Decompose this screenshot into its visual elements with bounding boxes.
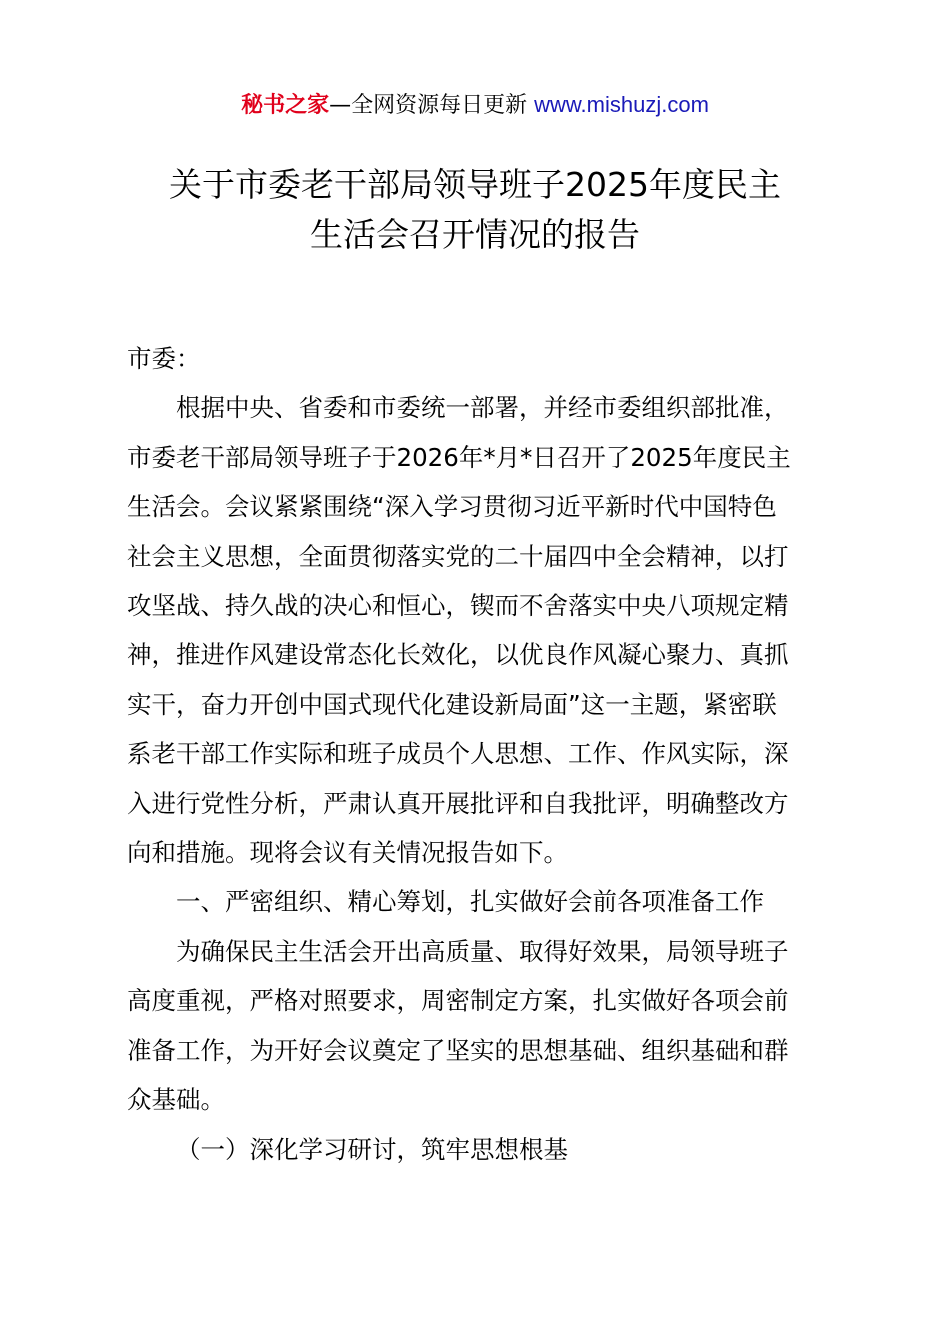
intro-line: 系老干部工作实际和班子成员个人思想、工作、作风实际，深 (127, 739, 789, 769)
document-body (127, 334, 833, 1174)
intro-line: 攻坚战、持久战的决心和恒心，锲而不舍落实中央八项规定精 (127, 591, 789, 621)
section-1-heading (127, 877, 833, 926)
section-1-line: 高度重视，严格对照要求，周密制定方案，扎实做好各项会前 (127, 986, 789, 1016)
section-1-line: 为确保民主生活会开出高质量、取得好效果，局领导班子 (176, 936, 789, 966)
intro-line: 向和措施。现将会议有关情况报告如下。 (127, 838, 568, 868)
document-title (100, 160, 850, 260)
intro-line: 市委老干部局领导班子于2026年*月*日召开了2025年度民主 (127, 442, 791, 472)
brand-name: 秘书之家 (241, 93, 330, 118)
title-line-1: 关于市委老干部局领导班子2025年度民主 (169, 165, 781, 204)
subsection-heading-text: （一）深化学习研讨，筑牢思想根基 (176, 1134, 568, 1164)
intro-line: 入进行党性分析，严肃认真开展批评和自我批评，明确整改方 (127, 788, 789, 818)
salutation (127, 334, 833, 383)
banner-tagline: —全网资源每日更新 (329, 93, 528, 118)
subsection-1-heading (127, 1125, 833, 1174)
intro-line: 根据中央、省委和市委统一部署，并经市委组织部批准， (176, 393, 789, 423)
intro-line: 生活会。会议紧紧围绕“深入学习贯彻习近平新时代中国特色 (127, 492, 777, 522)
section-1-line: 众基础。 (127, 1085, 225, 1115)
intro-line: 社会主义思想，全面贯彻落实党的二十届四中全会精神，以打 (127, 541, 789, 571)
title-line-2: 生活会召开情况的报告 (310, 215, 640, 254)
section-1-paragraph (127, 927, 833, 1125)
intro-line: 神，推进作风建设常态化长效化，以优良作风凝心聚力、真抓 (127, 640, 789, 670)
intro-paragraph (127, 383, 833, 877)
site-banner (0, 88, 950, 123)
section-1-line: 准备工作，为开好会议奠定了坚实的思想基础、组织基础和群 (127, 1035, 789, 1065)
site-url-link[interactable]: www.mishuzj.com (534, 92, 709, 117)
intro-line: 实干，奋力开创中国式现代化建设新局面”这一主题，紧密联 (127, 689, 777, 719)
salutation-text: 市委： (127, 344, 201, 373)
section-heading-text: 一、严密组织、精心筹划，扎实做好会前各项准备工作 (176, 887, 764, 917)
